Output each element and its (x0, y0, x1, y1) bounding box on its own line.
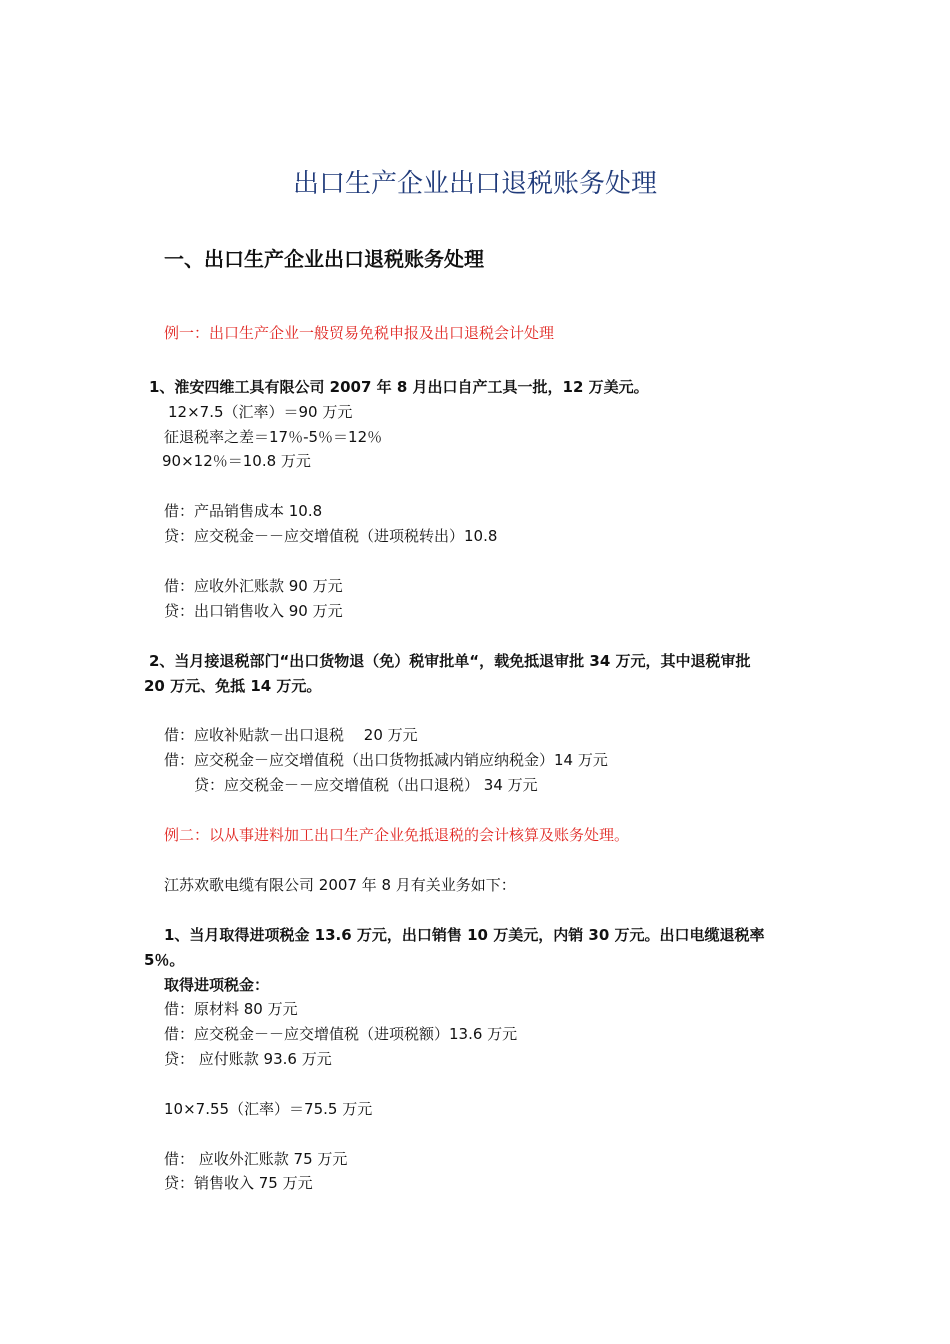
ex2-intro: 江苏欢歌电缆有限公司 2007 年 8 月有关业务如下： (164, 876, 516, 894)
ex1-calc-3: 90×12％＝10.8 万元 (162, 452, 311, 470)
ex2-journal-1-credit: 贷： 应付账款 93.6 万元 (164, 1050, 332, 1068)
example-2-heading: 例二：以从事进料加工出口生产企业免抵退税的会计核算及账务处理。 (164, 826, 630, 844)
document-title: 出口生产企业出口退税账务处理 (292, 169, 657, 199)
ex1-journal-3-debit-2: 借：应交税金－应交增值税（出口货物抵减内销应纳税金）14 万元 (164, 751, 608, 769)
ex1-journal-1-credit: 贷：应交税金－－应交增值税（进项税转出）10.8 (164, 527, 498, 545)
ex1-calc-2: 征退税率之差＝17％-5％＝12％ (164, 428, 383, 446)
example-1-heading: 例一：出口生产企业一般贸易免税申报及出口退税会计处理 (164, 324, 555, 342)
ex2-item-1-line-2: 5％。 (144, 951, 185, 969)
ex2-item-1-line-1: 1、当月取得进项税金 13.6 万元，出口销售 10 万美元，内销 30 万元。出口电缆退税率 (164, 926, 765, 944)
ex1-calc-1: 12×7.5（汇率）＝90 万元 (168, 403, 353, 421)
ex2-journal-2-credit: 贷：销售收入 75 万元 (164, 1174, 313, 1192)
ex1-journal-3-credit: 贷：应交税金－－应交增值税（出口退税） 34 万元 (194, 776, 538, 794)
ex2-subheading: 取得进项税金： (164, 976, 270, 994)
ex1-journal-2-debit: 借：应收外汇账款 90 万元 (164, 577, 343, 595)
ex2-journal-1-debit-2: 借：应交税金－－应交增值税（进项税额）13.6 万元 (164, 1025, 518, 1043)
ex1-item-1: 1、淮安四维工具有限公司 2007 年 8 月出口自产工具一批，12 万美元。 (149, 378, 649, 396)
section-heading: 一、出口生产企业出口退税账务处理 (164, 247, 484, 271)
ex1-item-2-line-1: 2、当月接退税部门“出口货物退（免）税审批单“，载免抵退审批 34 万元，其中退税审批 (149, 652, 751, 670)
ex2-calc: 10×7.55（汇率）＝75.5 万元 (164, 1100, 373, 1118)
ex1-item-2-line-2: 20 万元、免抵 14 万元。 (144, 677, 322, 695)
ex1-journal-1-debit: 借：产品销售成本 10.8 (164, 502, 323, 520)
ex1-journal-3-debit-1: 借：应收补贴款－出口退税 20 万元 (164, 726, 418, 744)
ex1-journal-2-credit: 贷：出口销售收入 90 万元 (164, 602, 343, 620)
ex2-journal-2-debit: 借： 应收外汇账款 75 万元 (164, 1150, 348, 1168)
ex2-journal-1-debit-1: 借：原材料 80 万元 (164, 1000, 298, 1018)
